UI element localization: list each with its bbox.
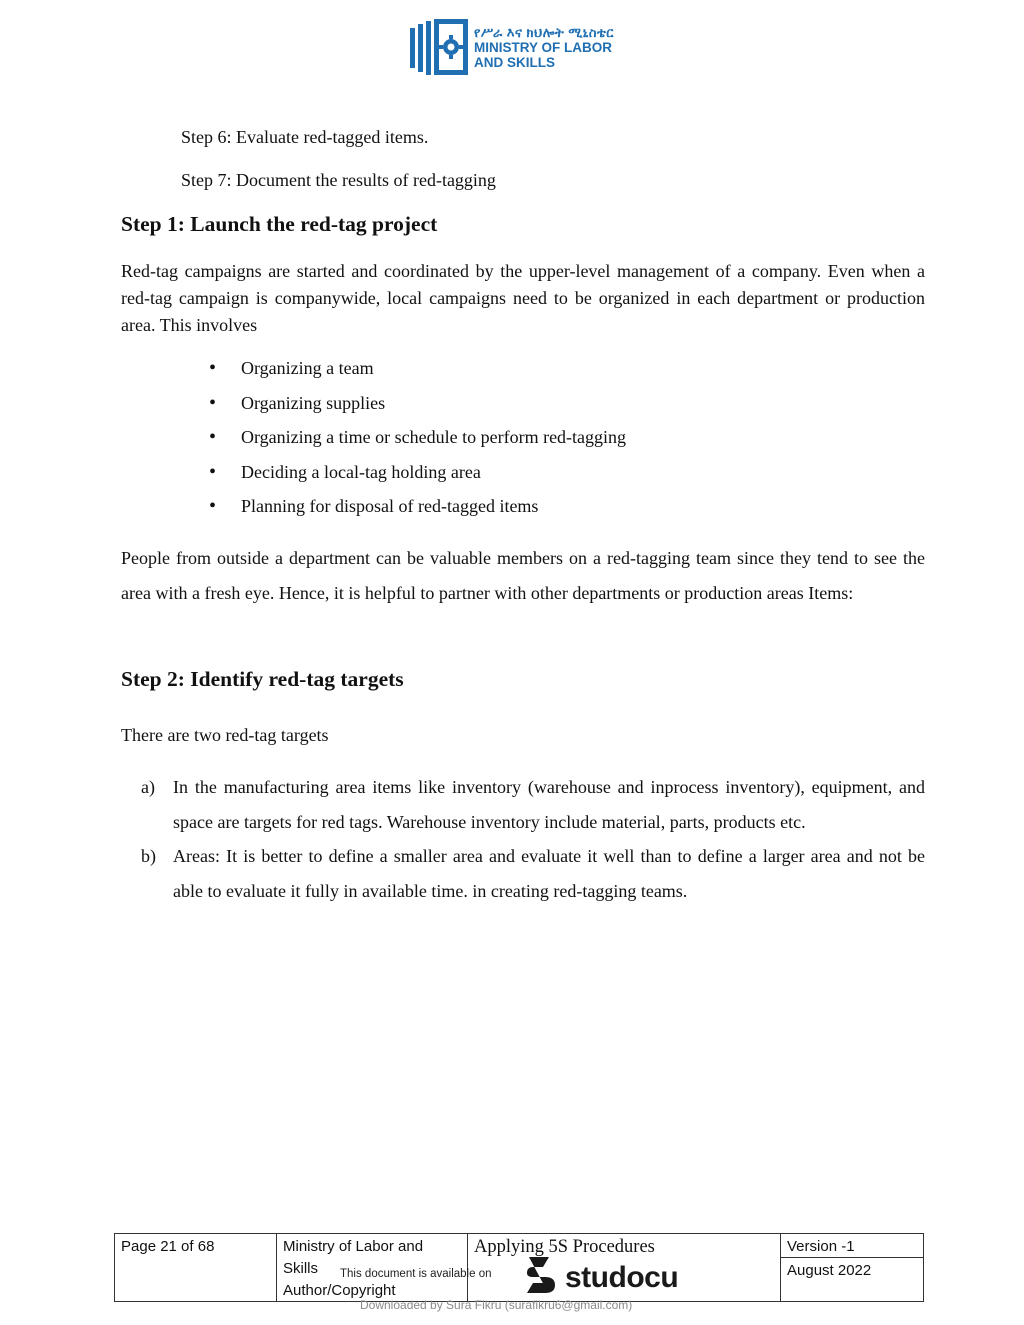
footer-table: [114, 1233, 924, 1302]
logo-amharic: የሥራ እና ክህሎት ሚኒስቴር: [474, 24, 614, 40]
footer-date: August 2022: [787, 1262, 872, 1279]
section2-intro: There are two red-tag targets: [121, 725, 329, 745]
section1-paragraph: Red-tag campaigns are started and coordinated by the upper-level management of a company. Even when a red-tag campaign is companywide, local campaigns need to be organized in each department or production area. This involves: [121, 261, 925, 335]
footer-title: Applying 5S Procedures: [468, 1234, 781, 1301]
list-item: [141, 839, 925, 908]
studocu-logo[interactable]: [523, 1255, 678, 1300]
footer-version-cell: [781, 1234, 923, 1301]
footer-version: Version -1: [781, 1234, 923, 1258]
footer-org-line2: Skills: [283, 1260, 319, 1277]
ministry-logo: [408, 18, 614, 76]
footer-org-line3: Author/Copyright: [283, 1282, 396, 1299]
step-7-text: Step 7: Document the results of red-tagging: [181, 170, 496, 190]
section1-heading: Step 1: Launch the red-tag project: [121, 212, 438, 236]
downloaded-by-text: Downloaded by Sura Fikru (surafikru6@gmail.com): [360, 1298, 633, 1312]
list-item-text: In the manufacturing area items like inventory (warehouse and inprocess inventory), equipment, and space are targets for red tags. Warehouse inventory include material, parts, products etc.: [173, 777, 925, 832]
list-item-text: Areas: It is better to define a smaller area and evaluate it well than to define a larger area and not be able to evaluate it fully in available time. in creating red-tagging teams.: [173, 846, 925, 901]
footer-page-number: Page 21 of 68: [115, 1234, 277, 1301]
ministry-logo-text: [474, 25, 614, 70]
section2-heading: Step 2: Identify red-tag targets: [121, 667, 404, 691]
list-marker: b): [141, 846, 156, 866]
list-item: • Planning for disposal of red-tagged items: [209, 492, 626, 527]
list-item: • Deciding a local-tag holding area: [209, 458, 626, 493]
section2-ordered-list: [141, 770, 925, 908]
studocu-available-text: This document is available on: [340, 1268, 492, 1280]
logo-line1: MINISTRY OF LABOR: [474, 39, 612, 55]
section1-paragraph2: People from outside a department can be valuable members on a red-tagging team since they tend to see the area with a fresh eye. Hence, it is helpful to partner with other departments or production areas Items:: [121, 548, 925, 603]
step-6-text: Step 6: Evaluate red-tagged items.: [181, 127, 429, 147]
list-item: [141, 770, 925, 839]
section1-bullet-list: [209, 354, 626, 527]
ministry-emblem-icon: [408, 18, 470, 76]
logo-line2: AND SKILLS: [474, 54, 555, 70]
list-item: • Organizing a team: [209, 354, 626, 389]
studocu-wordmark: studocu: [565, 1260, 679, 1294]
list-marker: a): [141, 777, 155, 797]
footer-org-line1: Ministry of Labor and: [283, 1238, 424, 1255]
list-item: • Organizing supplies: [209, 389, 626, 424]
studocu-icon: [523, 1255, 559, 1300]
list-item: • Organizing a time or schedule to perform red-tagging: [209, 423, 626, 458]
